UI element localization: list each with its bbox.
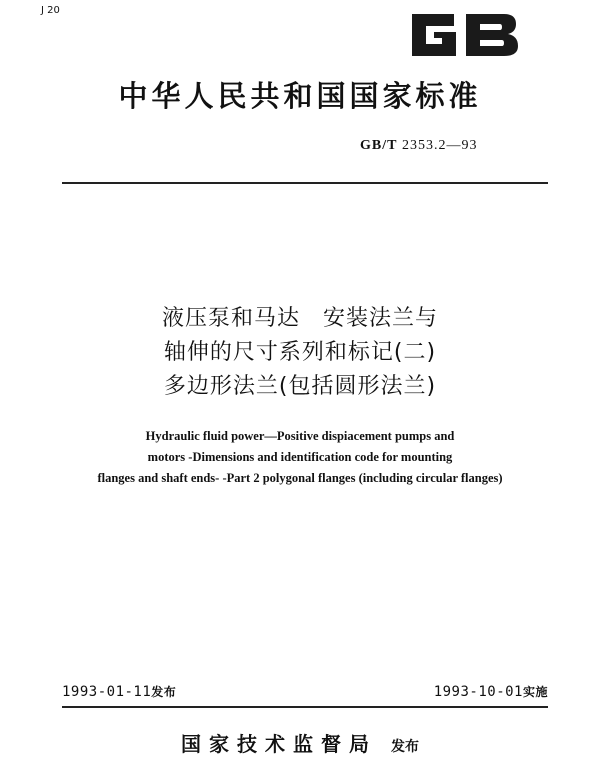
standard-title: 中华人民共和国国家标准 <box>118 79 482 113</box>
classification-code: J 20 <box>41 5 60 16</box>
standard-number-prefix: GB/T <box>360 138 398 153</box>
issuer-action: 发布 <box>391 739 419 755</box>
chinese-title-line2: 轴伸的尺寸系列和标记(二) <box>163 340 437 365</box>
issue-date <box>62 683 176 700</box>
header-divider <box>62 182 548 184</box>
english-title <box>0 426 600 489</box>
issue-date-label: 发布 <box>151 685 177 699</box>
standard-number <box>360 138 477 154</box>
gb-logo-b <box>466 14 518 56</box>
implementation-date-label: 实施 <box>522 685 548 699</box>
chinese-title <box>0 302 600 404</box>
english-title-line3: flanges and shaft ends- -Part 2 polygonal flanges (including circular flanges) <box>97 471 503 485</box>
chinese-title-line3: 多边形法兰(包括圆形法兰) <box>163 374 437 399</box>
implementation-date <box>434 683 548 700</box>
standard-number-value: 2353.2—93 <box>401 138 478 153</box>
gb-logo-icon <box>404 8 522 62</box>
issuer <box>0 728 600 757</box>
gb-logo-g <box>412 14 456 56</box>
issuer-org: 国家技术监督局 <box>181 732 377 756</box>
issue-date-value: 1993-01-11 <box>62 684 152 700</box>
footer-divider <box>62 706 548 708</box>
english-title-line2: motors -Dimensions and identification code for mounting <box>147 450 453 464</box>
english-title-line1: Hydraulic fluid power—Positive dispiacement pumps and <box>145 429 455 443</box>
implementation-date-value: 1993-10-01 <box>433 684 523 700</box>
chinese-title-line1: 液压泵和马达 安装法兰与 <box>161 306 438 331</box>
